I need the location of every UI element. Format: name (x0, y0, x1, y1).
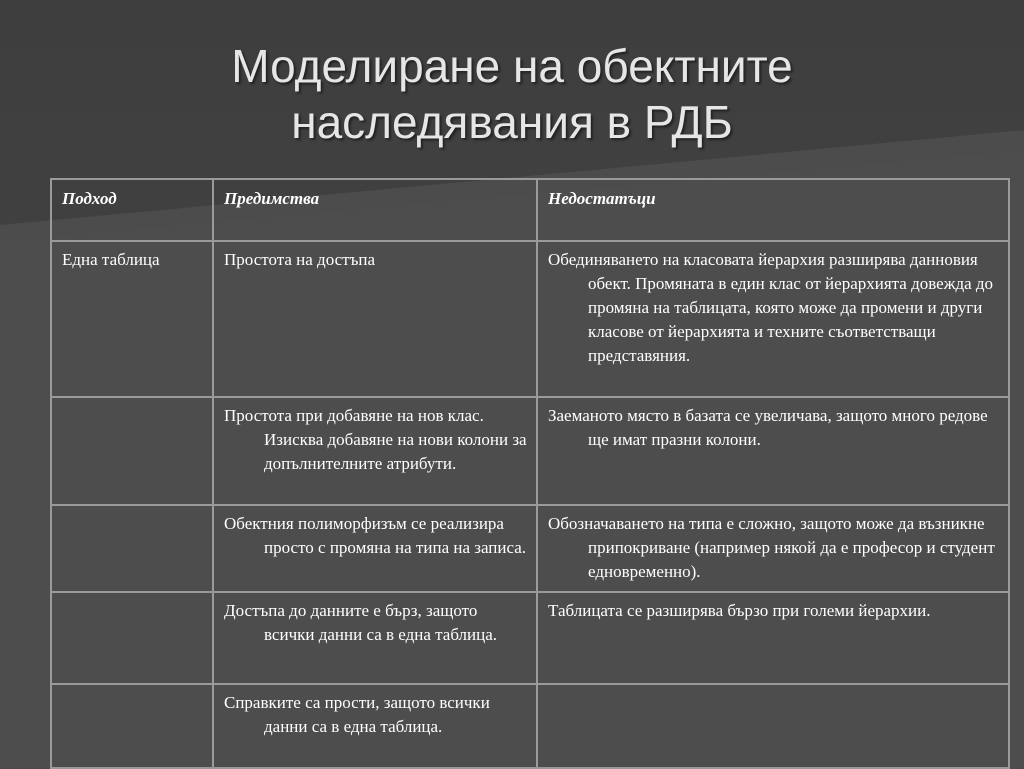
disadvantage-text: Обединяването на класовата йерархия разширява данновия обект. Промяната в един клас от йерархията довежда до промяна на таблицата, която може да промени и други класове от йерархията и техните съответстващи представяния. (548, 250, 994, 365)
approach-cell (51, 397, 213, 505)
disadvantage-text: Обозначаването на типа е сложно, защото може да възникне припокриване (например някой да е професор и студент едновременно). (548, 514, 995, 581)
table-header-row (51, 179, 1009, 241)
table-row (51, 684, 1009, 768)
advantage-cell (213, 397, 537, 505)
header-cell-advantages: Предимства (213, 179, 537, 241)
disadvantage-cell (537, 684, 1009, 768)
comparison-table (50, 178, 1010, 769)
advantage-cell (213, 505, 537, 592)
table-row (51, 397, 1009, 505)
disadvantage-cell (537, 241, 1009, 397)
header-cell-approach: Подход (51, 179, 213, 241)
advantage-text: Достъпа до данните е бърз, защото всички данни са в една таблица. (224, 601, 498, 644)
table-row (51, 241, 1009, 397)
approach-cell (51, 592, 213, 684)
slide-title-line-2: наследявания в РДБ (291, 96, 733, 148)
approach-text: Една таблица (62, 250, 160, 269)
approach-cell (51, 241, 213, 397)
slide-title (0, 38, 1024, 150)
disadvantage-cell (537, 505, 1009, 592)
advantage-text: Простота на достъпа (224, 250, 376, 269)
disadvantage-text: Таблицата се разширява бързо при големи йерархии. (548, 601, 931, 620)
disadvantage-cell (537, 592, 1009, 684)
header-cell-disadvantages: Недостатъци (537, 179, 1009, 241)
table-row (51, 505, 1009, 592)
table-row (51, 592, 1009, 684)
disadvantage-cell (537, 397, 1009, 505)
advantage-cell (213, 241, 537, 397)
disadvantage-text: Заеманото място в базата се увеличава, защото много редове ще имат празни колони. (548, 406, 988, 449)
advantage-cell (213, 592, 537, 684)
advantage-text: Обектния полиморфизъм се реализира просто с промяна на типа на записа. (224, 514, 527, 557)
approach-cell (51, 505, 213, 592)
slide-title-line-1: Моделиране на обектните (231, 40, 793, 92)
advantage-text: Простота при добавяне на нов клас. Изисква добавяне на нови колони за допълнителните атрибути. (224, 406, 527, 473)
approach-cell (51, 684, 213, 768)
advantage-text: Справките са прости, защото всички данни са в една таблица. (224, 693, 490, 736)
advantage-cell (213, 684, 537, 768)
